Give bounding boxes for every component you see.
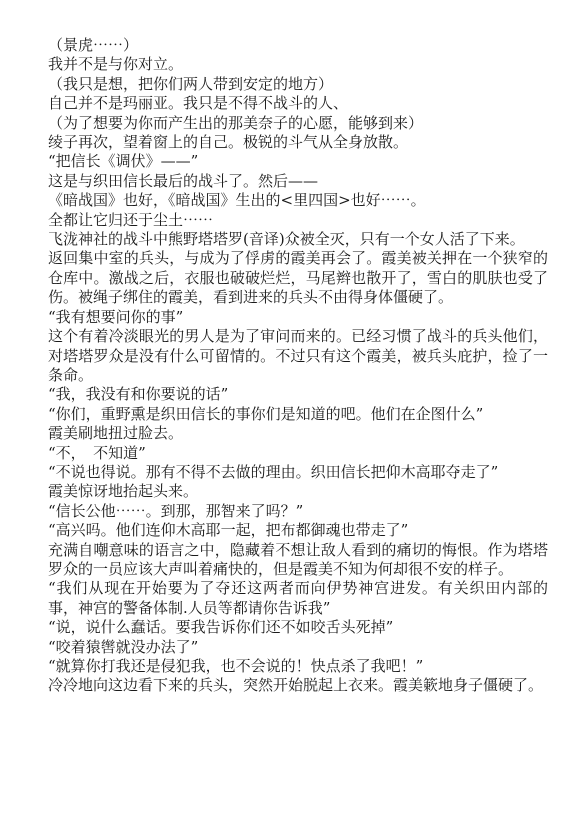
paragraph: （景虎⋯⋯） [48, 36, 139, 54]
paragraph: 霞美刷地扭过脸去。 [48, 424, 184, 443]
paragraph: 全都让它归还于尘土⋯⋯ [48, 210, 214, 229]
paragraph: “我，我没有和你要说的话” [48, 385, 229, 404]
paragraph: “高兴吗。他们连仰木高耶一起，把布都御魂也带走了” [48, 521, 409, 540]
paragraph: 霞美惊讶地抬起头来。 [48, 482, 199, 501]
paragraph: 冷冷地向这边看下来的兵头，突然开始脱起上衣来。霞美簌地身子僵硬了。 [48, 676, 544, 695]
paragraph: 这是与织田信长最后的战斗了。然后—— [48, 171, 319, 190]
paragraph: “就算你打我还是侵犯我，也不会说的！快点杀了我吧！” [48, 657, 424, 675]
paragraph: “你们，重野熏是织田信长的事你们是知道的吧。他们在企图什么” [48, 404, 484, 423]
paragraph: “说，说什么蠢话。要我告诉你们还不如咬舌头死掉” [48, 618, 394, 637]
paragraph: 返回集中室的兵头，与成为了俘虏的霞美再会了。霞美被关押在一个狭窄的仓库中。激战之后，衣服也破破烂烂，马尾辫也散开了，雪白的肌肤也受了伤。被绳子绑住的霞美，看到进来的兵头不由得身体僵硬了。 [48, 249, 548, 307]
paragraph: “不说也得说。那有不得不去做的理由。织田信长把仰木高耶夺走了” [48, 462, 499, 481]
paragraph: （我只是想，把你们两人带到安定的地方） [48, 74, 334, 93]
paragraph: 这个有着冷淡眼光的男人是为了审问而来的。已经习惯了战斗的兵头他们，对塔塔罗众是没有什么可留情的。不过只有这个霞美，被兵头庇护，捡了一条命。 [48, 327, 548, 384]
paragraph: 《暗战国》也好，《暗战国》生出的<里四国>也好⋯⋯。 [48, 191, 426, 210]
paragraph: “我有想要问你的事” [48, 307, 184, 326]
paragraph: “咬着猿辔就没办法了” [48, 637, 199, 656]
paragraph: “把信长《调伏》——” [48, 152, 199, 171]
paragraph: “我们从现在开始要为了夺还这两者而向伊势神宫进发。有关织田内部的事，神宫的警备体制.人员等都请你告诉我” [48, 579, 548, 617]
paragraph: 我并不是与你对立。 [48, 55, 184, 74]
paragraph: 充满自嘲意味的语言之中，隐藏着不想让敌人看到的痛切的悔恨。作为塔塔罗众的一员应该大声叫着痛快的，但是霞美不知为何却很不安的样子。 [48, 540, 548, 578]
paragraph: 飞泷神社的战斗中熊野塔塔罗(音译)众被全灭，只有一个女人活了下来。 [48, 230, 525, 249]
paragraph: 绫子再次，望着窗上的自己。极锐的斗气从全身放散。 [48, 133, 409, 152]
paragraph: 自己并不是玛丽亚。我只是不得不战斗的人、 [48, 94, 349, 113]
paragraph: “不， 不知道” [48, 443, 146, 462]
paragraph: （为了想要为你而产生出的那美奈子的心愿，能够到来） [48, 113, 424, 132]
document-page [48, 36, 548, 696]
paragraph: “信长公他⋯⋯。到那，那智来了吗？” [48, 501, 304, 520]
